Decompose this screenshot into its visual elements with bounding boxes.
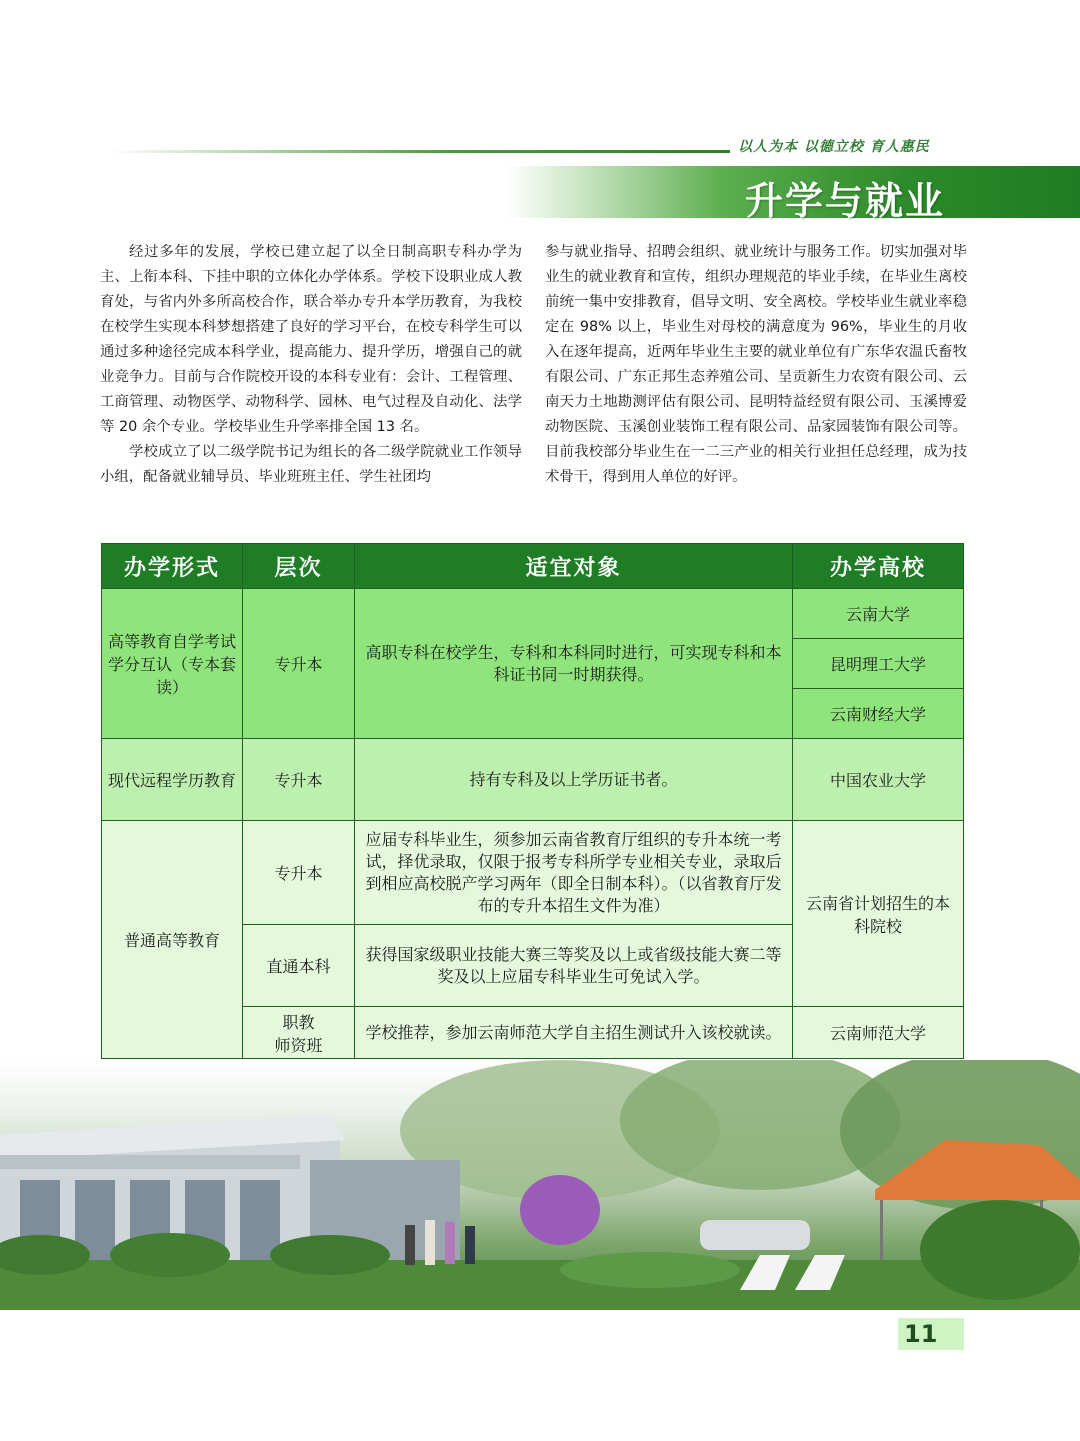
page-number: 11 bbox=[898, 1318, 964, 1350]
paragraph: 参与就业指导、招聘会组织、就业统计与服务工作。切实加强对毕业生的就业教育和宣传，组织办理规范的毕业手续，在毕业生离校前统一集中安排教育，倡导文明、安全离校。学校毕业生就业率稳定在 98% 以上，毕业生对母校的满意度为 96%，毕业生的月收入在逐年提高，近两年毕业生主要的就业单位有广东华农温氏畜牧有限公司、广东正邦生态养殖公司、呈贡新生力农资有限公司、云南天力土地勘测评估有限公司、昆明特益经贸有限公司、玉溪博爱动物医院、玉溪创业装饰工程有限公司、品家园装饰有限公司等。目前我校部分毕业生在一二三产业的相关行业担任总经理，成为技术骨干，得到用人单位的好评。 bbox=[545, 244, 967, 485]
page-title: 升学与就业 bbox=[745, 179, 946, 223]
paragraph: 经过多年的发展，学校已建立起了以全日制高职专科办学为主、上衔本科、下挂中职的立体化办学体系。学校下设职业成人教育处，与省内外多所高校合作，联合举办专升本学历教育，为我校在校学生实现本科梦想搭建了良好的学习平台，在校专科学生可以通过多种途径完成本科学业，提高能力、提升学历，增强自己的就业竞争力。目前与合作院校开设的本科专业有：会计、工程管理、工商管理、动物医学、动物科学、园林、电气过程及自动化、法学等 20 余个专业。学校毕业生升学率排全国 13 名。 bbox=[100, 244, 522, 435]
header-school: 办学高校 bbox=[793, 544, 964, 589]
cell-school: 云南财经大学 bbox=[793, 689, 964, 739]
cell-target: 高职专科在校学生，专科和本科同时进行，可实现专科和本科证书同一时期获得。 bbox=[355, 589, 793, 739]
table-row bbox=[102, 739, 964, 821]
header-form: 办学形式 bbox=[102, 544, 243, 589]
text-column-left bbox=[100, 240, 522, 490]
table-header-row bbox=[102, 544, 964, 589]
table-row bbox=[102, 589, 964, 639]
cell-target: 学校推荐，参加云南师范大学自主招生测试升入该校就读。 bbox=[355, 1007, 793, 1059]
level-line: 师资班 bbox=[274, 1035, 323, 1055]
campus-photo bbox=[0, 1060, 1080, 1310]
cell-target: 持有专科及以上学历证书者。 bbox=[355, 739, 793, 821]
cell-level: 直通本科 bbox=[243, 925, 355, 1007]
cell-target: 获得国家级职业技能大赛三等奖及以上或省级技能大赛二等奖及以上应届专科毕业生可免试入学。 bbox=[355, 925, 793, 1007]
cell-level: 专升本 bbox=[243, 589, 355, 739]
text-column-right bbox=[545, 240, 967, 490]
campus-scene-illustration bbox=[0, 1060, 1080, 1310]
header-target: 适宜对象 bbox=[355, 544, 793, 589]
cell-level: 专升本 bbox=[243, 821, 355, 925]
cell-school: 昆明理工大学 bbox=[793, 639, 964, 689]
cell-school: 云南师范大学 bbox=[793, 1007, 964, 1059]
cell-school: 云南大学 bbox=[793, 589, 964, 639]
cell-level: 专升本 bbox=[243, 739, 355, 821]
cell-school: 中国农业大学 bbox=[793, 739, 964, 821]
header-level: 层次 bbox=[243, 544, 355, 589]
education-programs-table bbox=[101, 543, 964, 1059]
cell-form: 现代远程学历教育 bbox=[102, 739, 243, 821]
level-line: 职教 bbox=[282, 1012, 315, 1032]
motto-divider bbox=[110, 150, 730, 153]
cell-form: 普通高等教育 bbox=[102, 821, 243, 1059]
cell-level bbox=[243, 1007, 355, 1059]
table-row bbox=[102, 821, 964, 925]
paragraph: 学校成立了以二级学院书记为组长的各二级学院就业工作领导小组，配备就业辅导员、毕业班班主任、学生社团均 bbox=[100, 444, 522, 485]
cell-target: 应届专科毕业生，须参加云南省教育厅组织的专升本统一考试，择优录取，仅限于报考专科所学专业相关专业，录取后到相应高校脱产学习两年（即全日制本科）。（以省教育厅发布的专升本招生文件为准） bbox=[355, 821, 793, 925]
school-motto: 以人为本 以德立校 育人惠民 bbox=[738, 139, 930, 155]
cell-form: 高等教育自学考试学分互认（专本套读） bbox=[102, 589, 243, 739]
cell-school: 云南省计划招生的本科院校 bbox=[793, 821, 964, 1007]
